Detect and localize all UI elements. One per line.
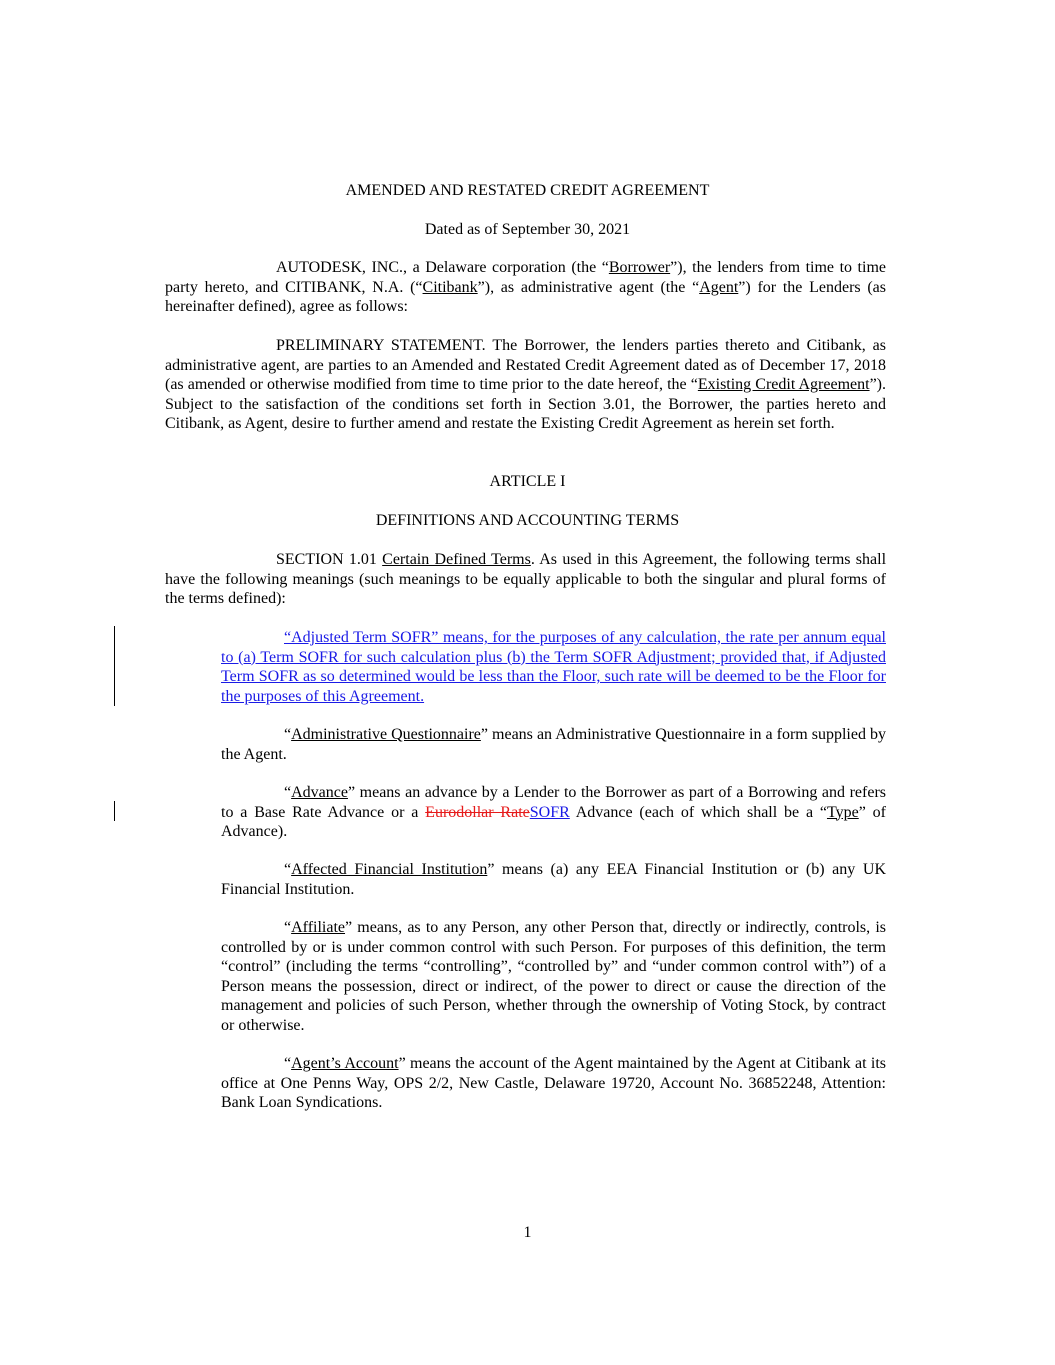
- definition-text: ” of Advance).: [221, 803, 886, 841]
- change-bar: [114, 626, 115, 706]
- quote-open: “: [284, 1055, 292, 1072]
- definition-affiliate: [221, 918, 886, 1036]
- inserted-text: SOFR: [529, 803, 570, 821]
- parties-paragraph: [165, 258, 886, 317]
- definition-advance: [221, 783, 886, 842]
- quote-open: “: [284, 726, 292, 743]
- definition-affected-financial-institution: [221, 860, 886, 899]
- deleted-text: Eurodollar Rate: [425, 803, 530, 821]
- section-heading: Certain Defined Terms: [382, 551, 531, 568]
- defined-term-type: Type: [826, 803, 859, 821]
- definition-text: ” means the account of the Agent maintained by the Agent at Citibank at its office at One Penns Way, OPS 2/2, New Castle, Delaware 19720, Account No. 36852248, Attention: Bank Loan Syndications.: [221, 1055, 887, 1112]
- parties-text-3: ”), as administrative agent (the “: [477, 278, 700, 296]
- definition-adjusted-term-sofr: [221, 628, 886, 706]
- defined-term-citibank: Citibank: [422, 278, 478, 296]
- definition-text: ” means an advance by a Lender to the Borrower as part of a Borrowing and refers to a Base Rate Advance or a: [221, 784, 886, 821]
- definition-agents-account: [221, 1054, 886, 1113]
- article-title: DEFINITIONS AND ACCOUNTING TERMS: [375, 512, 680, 529]
- parties-text-2: ”), the lenders from time to time party hereto, and CITIBANK, N.A. (“: [165, 259, 886, 296]
- section-1-01: [165, 550, 886, 609]
- defined-term: Administrative Questionnaire: [291, 726, 481, 743]
- preliminary-text-1: PRELIMINARY STATEMENT. The Borrower, the lenders parties thereto and Citibank, as administrative agent, are parties to an Amended and Restated Credit Agreement dated as of December 17, 2018 (as amended or otherwise modified from time to time prior to the date hereof, the “: [165, 337, 886, 394]
- definition-text: ” means an Administrative Questionnaire in a form supplied by the Agent.: [221, 726, 887, 763]
- defined-term-borrower: Borrower: [608, 259, 671, 276]
- defined-term: Affiliate: [291, 919, 346, 936]
- quote-open: “: [284, 919, 292, 936]
- definition-administrative-questionnaire: [221, 725, 886, 764]
- quote-open: “: [284, 861, 292, 878]
- definition-text: ” means (a) any EEA Financial Institution or (b) any UK Financial Institution.: [221, 861, 886, 898]
- date-line: Dated as of September 30, 2021: [424, 221, 631, 238]
- definition-text: Advance (each of which shall be a “: [569, 803, 827, 821]
- defined-term: Agent’s Account: [291, 1055, 399, 1072]
- parties-text-1: AUTODESK, INC., a Delaware corporation (the “: [276, 259, 609, 276]
- page-number: 1: [523, 1224, 532, 1241]
- defined-term-agent: Agent: [699, 278, 739, 296]
- change-bar: [114, 801, 115, 821]
- quote-open: “: [284, 784, 292, 801]
- preliminary-statement: [165, 336, 886, 434]
- defined-term-existing-credit-agreement: Existing Credit Agreement: [697, 376, 870, 394]
- document-title: AMENDED AND RESTATED CREDIT AGREEMENT: [345, 182, 710, 199]
- preliminary-text-2: ”). Subject to the satisfaction of the conditions set forth in Section 3.01, the Borrower, the parties hereto and Citibank, as Agent, desire to further amend and restate the Existing Credit Agreement as herein set forth.: [165, 376, 886, 433]
- section-text: . As used in this Agreement, the following terms shall have the following meanings (such meanings to be equally applicable to both the singular and plural forms of the terms defined):: [165, 551, 887, 608]
- section-number: SECTION 1.01: [276, 551, 383, 568]
- defined-term: Advance: [291, 784, 348, 801]
- article-heading: ARTICLE I: [489, 473, 566, 490]
- defined-term: Affected Financial Institution: [291, 861, 488, 878]
- inserted-text: “Adjusted Term SOFR” means, for the purposes of any calculation, the rate per annum equal to (a) Term SOFR for such calculation plus (b) the Term SOFR Adjustment; provided that, if Adjusted Term SOFR as so determined would be less than the Floor, such rate will be deemed to be the Floor for the purposes of this Agreement.: [221, 629, 886, 705]
- definition-text: ” means, as to any Person, any other Person that, directly or indirectly, controls, is controlled by or is under common control with such Person. For purposes of this definition, the term “control” (including the terms “controlling”, “controlled by” and “under common control with”) of a Person means the possession, direct or indirect, of the power to direct or cause the direction of the management and policies of such Person, whether through the ownership of Voting Stock, by contract or otherwise.: [221, 919, 886, 1034]
- parties-text-4: ”) for the Lenders (as hereinafter defined), agree as follows:: [165, 278, 887, 316]
